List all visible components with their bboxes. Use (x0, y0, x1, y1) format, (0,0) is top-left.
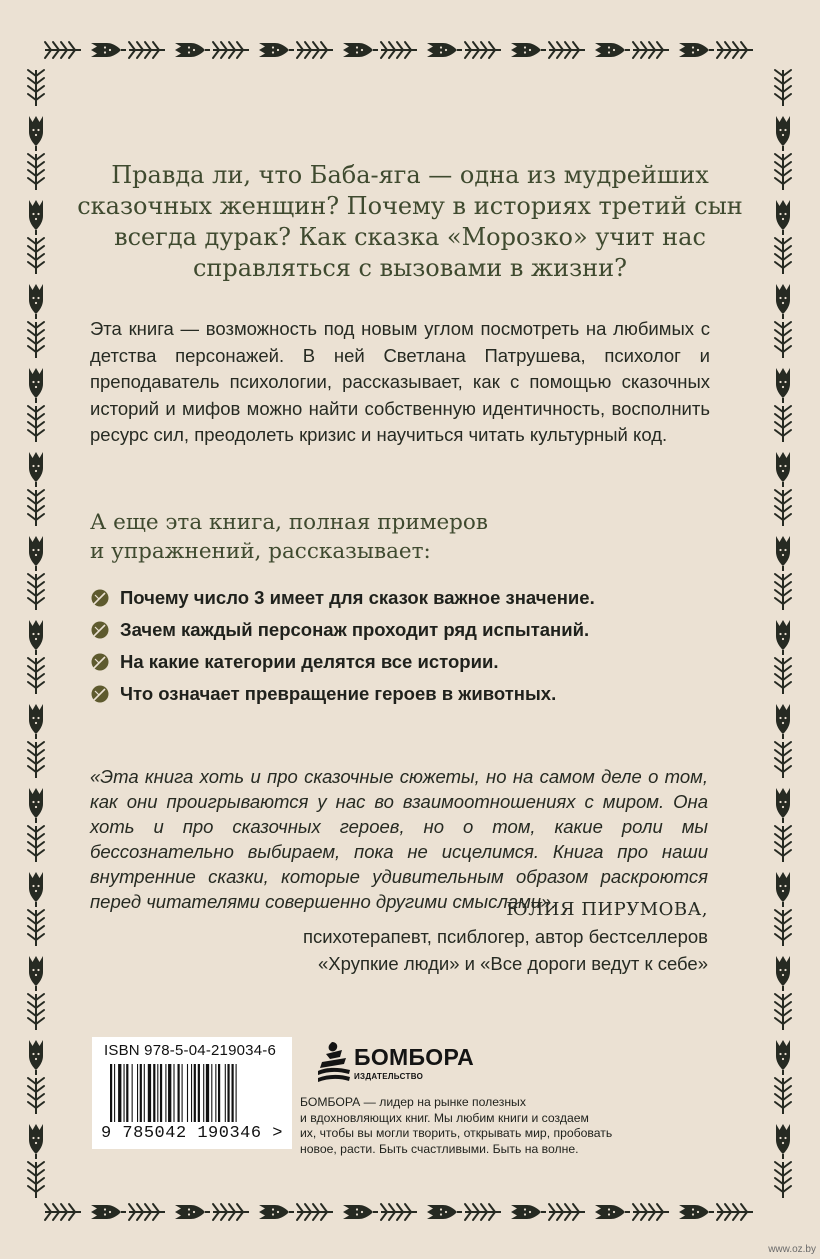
barcode-bars (110, 1064, 276, 1122)
barcode-bar (187, 1064, 188, 1122)
list-item-text: На какие категории делятся все истории. (120, 651, 499, 672)
barcode-bar (225, 1064, 226, 1122)
bud-ornament-icon (29, 872, 43, 907)
sprig-ornament-icon (28, 490, 44, 526)
barcode-bar (157, 1064, 158, 1122)
barcode-bar (215, 1064, 216, 1122)
barcode-bar (140, 1064, 142, 1122)
bud-ornament-icon (29, 452, 43, 487)
sprig-ornament-icon (28, 1162, 44, 1198)
subheading-line: А еще эта книга, полная примеров (90, 510, 488, 535)
sprig-ornament-icon (775, 574, 791, 610)
sprig-ornament-icon (549, 1204, 585, 1220)
barcode-bar (165, 1064, 166, 1122)
sprig-ornament-icon (775, 826, 791, 862)
bud-ornament-icon (427, 43, 462, 57)
publisher-logo (316, 1038, 476, 1088)
publisher-subtitle: ИЗДАТЕЛЬСТВО (354, 1072, 424, 1081)
publisher-name: БОМБОРА (354, 1044, 475, 1070)
lead-line: сказочных женщин? Почему в историях третий сын (77, 192, 743, 220)
bud-ornament-icon (175, 1205, 210, 1219)
bud-ornament-icon (343, 1205, 378, 1219)
sprig-ornament-icon (28, 574, 44, 610)
barcode-digits: 9 785042 190346 > (101, 1124, 283, 1143)
sprig-ornament-icon (775, 742, 791, 778)
barcode-bar (198, 1064, 200, 1122)
sprig-ornament-icon (381, 42, 417, 58)
barcode-bar (236, 1064, 237, 1122)
surfer-wave-icon (316, 1040, 352, 1086)
publisher-blurb-line: БОМБОРА — лидер на рынке полезных (300, 1095, 526, 1109)
bud-ornament-icon (259, 43, 294, 57)
sprig-ornament-icon (465, 1204, 501, 1220)
bud-ornament-icon (29, 1124, 43, 1159)
quote-author (208, 896, 708, 977)
barcode-bar (124, 1064, 125, 1122)
bud-ornament-icon (776, 452, 790, 487)
leaf-bullet-icon (90, 620, 110, 640)
sprig-ornament-icon (28, 322, 44, 358)
bud-ornament-icon (29, 368, 43, 403)
bud-ornament-icon (776, 704, 790, 739)
publisher-blurb-line: новое, расти. Быть счастливыми. Быть на волне. (300, 1141, 579, 1156)
author-books: «Хрупкие люди» и «Все дороги ведут к себе» (317, 953, 708, 974)
author-credentials: психотерапевт, псиблогер, автор бестселлеров (302, 926, 708, 947)
bud-ornament-icon (776, 368, 790, 403)
sprig-ornament-icon (717, 1204, 753, 1220)
leaf-bullet-icon (90, 588, 110, 608)
sprig-ornament-icon (28, 406, 44, 442)
barcode-bar (153, 1064, 155, 1122)
bud-ornament-icon (776, 956, 790, 991)
list-item (90, 646, 730, 678)
list-item (90, 614, 730, 646)
bud-ornament-icon (29, 788, 43, 823)
bud-ornament-icon (29, 536, 43, 571)
list-item (90, 678, 730, 710)
sprig-ornament-icon (28, 658, 44, 694)
sprig-ornament-icon (28, 1078, 44, 1114)
sprig-ornament-icon (45, 1204, 81, 1220)
bud-ornament-icon (29, 116, 43, 151)
bud-ornament-icon (595, 1205, 630, 1219)
isbn-barcode (92, 1037, 292, 1149)
bud-ornament-icon (29, 1040, 43, 1075)
bud-ornament-icon (29, 956, 43, 991)
sprig-ornament-icon (28, 994, 44, 1030)
publisher-blurb-line: их, чтобы вы могли творить, открывать мир, пробовать (300, 1126, 613, 1140)
bud-ornament-icon (776, 1124, 790, 1159)
sprig-ornament-icon (775, 70, 791, 106)
barcode-bar (114, 1064, 115, 1122)
sprig-ornament-icon (549, 42, 585, 58)
sprig-ornament-icon (45, 42, 81, 58)
watermark: www.oz.by (768, 1244, 816, 1255)
sprig-ornament-icon (297, 42, 333, 58)
bullet-list (90, 582, 730, 710)
sprig-ornament-icon (213, 42, 249, 58)
bud-ornament-icon (776, 872, 790, 907)
leaf-bullet-icon (90, 684, 110, 704)
barcode-bar (182, 1064, 183, 1122)
sprig-ornament-icon (775, 1078, 791, 1114)
publisher-blurb-line: и вдохновляющих книг. Мы любим книги и создаем (300, 1110, 589, 1125)
sprig-ornament-icon (775, 658, 791, 694)
barcode-bar (211, 1064, 212, 1122)
lead-line: Правда ли, что Баба-яга — одна из мудрейших (111, 161, 709, 189)
sprig-ornament-icon (775, 910, 791, 946)
bud-ornament-icon (776, 116, 790, 151)
barcode-bar (118, 1064, 121, 1122)
lead-line: всегда дурак? Как сказка «Морозко» учит нас (114, 223, 706, 251)
sprig-ornament-icon (775, 994, 791, 1030)
bud-ornament-icon (259, 1205, 294, 1219)
sprig-ornament-icon (129, 1204, 165, 1220)
sprig-ornament-icon (213, 1204, 249, 1220)
isbn-number: ISBN 978-5-04-219034-6 (104, 1042, 277, 1059)
bud-ornament-icon (343, 43, 378, 57)
sprig-ornament-icon (28, 910, 44, 946)
bud-ornament-icon (776, 1040, 790, 1075)
sprig-ornament-icon (775, 490, 791, 526)
barcode-bar (110, 1064, 112, 1122)
list-item-text: Зачем каждый персонаж проходит ряд испытаний. (120, 619, 590, 640)
barcode-bar (126, 1064, 128, 1122)
bud-ornament-icon (595, 43, 630, 57)
bud-ornament-icon (776, 620, 790, 655)
barcode-bar (132, 1064, 133, 1122)
sprig-ornament-icon (28, 742, 44, 778)
bud-ornament-icon (427, 1205, 462, 1219)
bud-ornament-icon (29, 284, 43, 319)
bud-ornament-icon (175, 43, 210, 57)
barcode-bar (160, 1064, 162, 1122)
bud-ornament-icon (91, 1205, 126, 1219)
list-item-text: Почему число 3 имеет для сказок важное значение. (120, 587, 595, 608)
sprig-ornament-icon (381, 1204, 417, 1220)
bud-ornament-icon (511, 1205, 546, 1219)
leaf-bullet-icon (90, 652, 110, 672)
sprig-ornament-icon (28, 70, 44, 106)
sprig-ornament-icon (775, 406, 791, 442)
bud-ornament-icon (776, 536, 790, 571)
author-name: ЮЛИЯ ПИРУМОВА, (506, 899, 708, 920)
review-quote: «Эта книга хоть и про сказочные сюжеты, но на самом деле о том, как они проигрываются у нас во взаимоотношениях с миром. Она хоть и про сказочных героев, но о том, какие роли мы бессознательно выбираем, пока не исцелимся. Книга про наши внутренние сказки, которые удивительным образом раскроются перед читателями совершенно другими смыслами». (90, 766, 708, 912)
barcode-bar (206, 1064, 209, 1122)
barcode-bar (191, 1064, 192, 1122)
sprig-ornament-icon (465, 42, 501, 58)
list-item-text: Что означает превращение героев в животных. (120, 683, 557, 704)
subheading (90, 508, 610, 566)
bud-ornament-icon (679, 43, 714, 57)
barcode-bar (232, 1064, 234, 1122)
lead-questions (0, 160, 820, 284)
bud-ornament-icon (29, 704, 43, 739)
barcode-bar (168, 1064, 171, 1122)
barcode-bar (178, 1064, 180, 1122)
sprig-ornament-icon (633, 42, 669, 58)
sprig-ornament-icon (717, 42, 753, 58)
sprig-ornament-icon (129, 42, 165, 58)
barcode-bar (173, 1064, 174, 1122)
barcode-bar (194, 1064, 196, 1122)
bud-ornament-icon (29, 620, 43, 655)
lead-line: справляться с вызовами в жизни? (192, 254, 628, 282)
bud-ornament-icon (91, 43, 126, 57)
book-description: Эта книга — возможность под новым углом посмотреть на любимых с детства персонажей. В ней Светлана Патрушева, психолог и преподаватель психологии, рассказывает, как с помощью сказочных историй и мифов можно найти собственную идентичность, восполнить ресурс сил, преодолеть кризис и научиться читать культурный код. (90, 318, 710, 445)
sprig-ornament-icon (633, 1204, 669, 1220)
barcode-bar (144, 1064, 145, 1122)
sprig-ornament-icon (775, 322, 791, 358)
barcode-bar (137, 1064, 138, 1122)
publisher-blurb (300, 1095, 640, 1157)
bud-ornament-icon (776, 284, 790, 319)
sprig-ornament-icon (28, 826, 44, 862)
barcode-bar (203, 1064, 204, 1122)
sprig-ornament-icon (297, 1204, 333, 1220)
subheading-line: и упражнений, рассказывает: (90, 539, 431, 564)
bud-ornament-icon (679, 1205, 714, 1219)
sprig-ornament-icon (775, 1162, 791, 1198)
barcode-bar (218, 1064, 220, 1122)
barcode-bar (148, 1064, 151, 1122)
barcode-bar (227, 1064, 229, 1122)
bud-ornament-icon (776, 788, 790, 823)
bud-ornament-icon (511, 43, 546, 57)
list-item (90, 582, 730, 614)
